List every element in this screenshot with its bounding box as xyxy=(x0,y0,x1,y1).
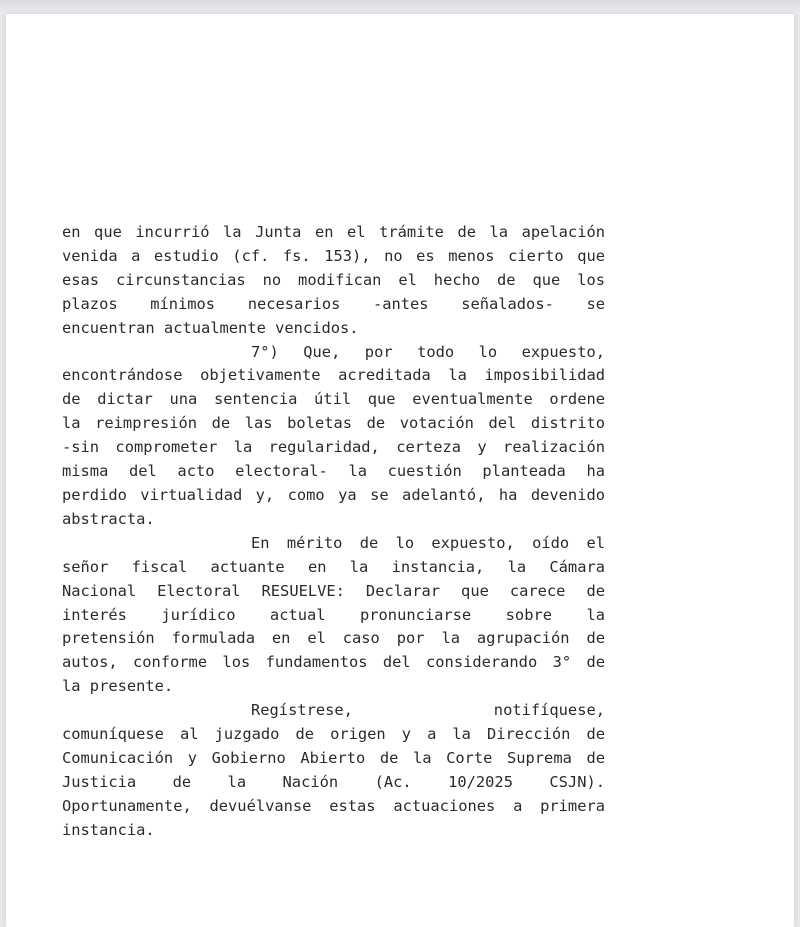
text-line: en que incurrió la Junta en el trámite de la apelación xyxy=(62,223,605,241)
text-line: Justicia de la Nación (Ac. 10/2025 CSJN). xyxy=(62,772,605,791)
text-line: instancia. xyxy=(62,820,155,839)
text-line: comuníquese al juzgado de origen y a la Dirección de xyxy=(62,725,605,744)
text-line: señor fiscal actuante en la instancia, la Cámara xyxy=(62,557,605,576)
paragraph xyxy=(62,532,605,699)
text-line: pretensión formulada en el caso por la agrupación de xyxy=(62,629,605,648)
text-line: la reimpresión de las boletas de votación del distrito xyxy=(62,414,605,433)
text-line: abstracta. xyxy=(62,509,155,528)
text-line: Oportunamente, devuélvanse estas actuaciones a primera xyxy=(62,796,605,815)
paragraph xyxy=(62,699,605,842)
text-line: plazos mínimos necesarios -antes señalados- se xyxy=(62,294,605,313)
text-line: Comunicación y Gobierno Abierto de la Corte Suprema de xyxy=(62,748,605,767)
top-edge xyxy=(0,0,800,14)
text-line: Nacional Electoral RESUELVE: Declarar que carece de xyxy=(62,581,605,600)
text-line: venida a estudio (cf. fs. 153), no es menos cierto que xyxy=(62,246,605,265)
text-line: la presente. xyxy=(62,677,174,696)
paragraph xyxy=(62,221,605,341)
text-line: En mérito de lo expuesto, oído el xyxy=(251,533,605,552)
text-line: -sin comprometer la regularidad, certeza y realización xyxy=(62,438,605,457)
text-line: perdido virtualidad y, como ya se adelantó, ha devenido xyxy=(62,485,605,504)
text-line: interés jurídico actual pronunciarse sobre la xyxy=(62,605,605,624)
document-body xyxy=(62,221,605,843)
text-line: misma del acto electoral- la cuestión planteada ha xyxy=(62,462,605,481)
text-line: autos, conforme los fundamentos del considerando 3° de xyxy=(62,653,605,672)
text-line: de dictar una sentencia útil que eventualmente ordene xyxy=(62,390,605,409)
text-line: encuentran actualmente vencidos. xyxy=(62,318,359,337)
text-line: esas circunstancias no modifican el hecho de que los xyxy=(62,270,605,289)
text-line: encontrándose objetivamente acreditada la imposibilidad xyxy=(62,366,605,385)
paragraph xyxy=(62,341,605,532)
text-line: Regístrese, notifíquese, xyxy=(251,701,605,720)
text-line: 7°) Que, por todo lo expuesto, xyxy=(251,342,605,361)
